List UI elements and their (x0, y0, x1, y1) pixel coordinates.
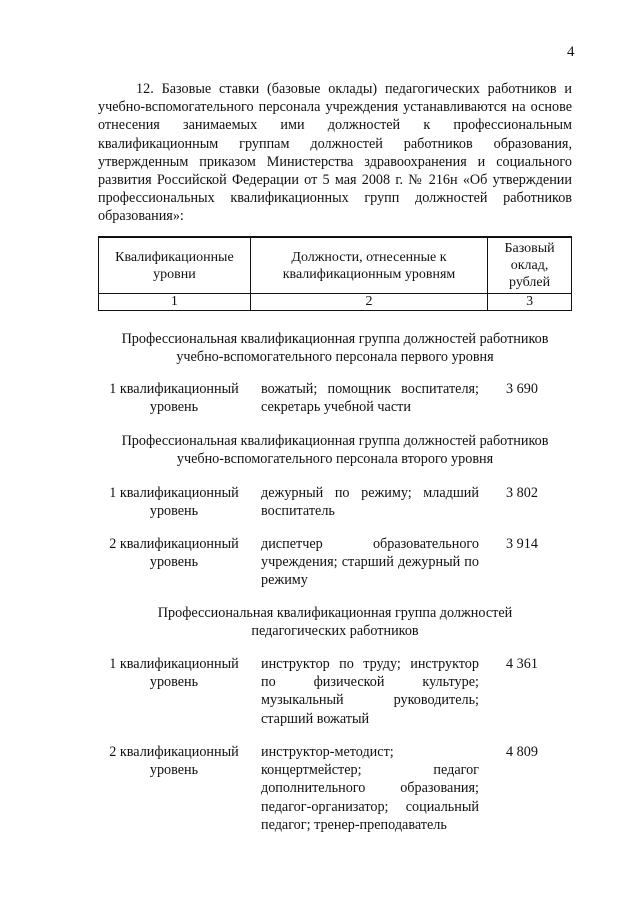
column-number-1: 1 (99, 294, 251, 311)
qualification-level: 1 квалификационный уровень (109, 656, 239, 691)
positions: диспетчер образовательного учреждения; старший дежурный по режиму (261, 536, 479, 589)
base-salary: 3 690 (506, 381, 538, 397)
qualification-level: 1 квалификационный уровень (109, 381, 239, 416)
base-salary: 4 361 (506, 656, 538, 672)
page-number: 4 (567, 44, 575, 60)
header-salary: Базовый оклад, рублей (488, 237, 572, 294)
header-levels: Квалификационные уровни (99, 237, 251, 294)
qualification-level: 2 квалификационный уровень (109, 744, 239, 779)
column-number-3: 3 (488, 294, 572, 311)
qualification-level: 2 квалификационный уровень (109, 536, 239, 571)
base-salary: 3 802 (506, 485, 538, 501)
group-title-support-level-1: Профессиональная квалификационная группа должностей работников учебно-вспомогательного персонала первого уровня (121, 331, 549, 366)
group-title-pedagogical: Профессиональная квалификационная группа должностей педагогических работников (157, 605, 513, 640)
positions: инструктор по труду; инструктор по физической культуре; музыкальный руководитель; старший вожатый (261, 656, 479, 727)
column-number-2: 2 (250, 294, 487, 311)
header-positions: Должности, отнесенные к квалификационным уровням (250, 237, 487, 294)
positions: инструктор-методист; концертмейстер; педагог дополнительного образования; педагог-организатор; социальный педагог; тренер-преподаватель (261, 744, 479, 833)
intro-paragraph: 12. Базовые ставки (базовые оклады) педагогических работников и учебно-вспомогательного персонала учреждения устанавливаются на основе отнесения занимаемых ими должностей к профессиональным квалификационным группам должностей работников образования, утвержденным приказом Министерства здравоохранения и социального развития Российской Федерации от 5 мая 2008 г. № 216н «Об утверждении профессиональных квалификационных групп должностей работников образования»: (98, 81, 572, 225)
qualification-level: 1 квалификационный уровень (109, 485, 239, 520)
group-title-support-level-2: Профессиональная квалификационная группа должностей работников учебно-вспомогательного персонала второго уровня (121, 433, 549, 468)
table-header (98, 236, 572, 311)
positions: вожатый; помощник воспитателя; секретарь учебной части (261, 381, 479, 416)
positions: дежурный по режиму; младший воспитатель (261, 485, 479, 520)
base-salary: 3 914 (506, 536, 538, 552)
base-salary: 4 809 (506, 744, 538, 760)
